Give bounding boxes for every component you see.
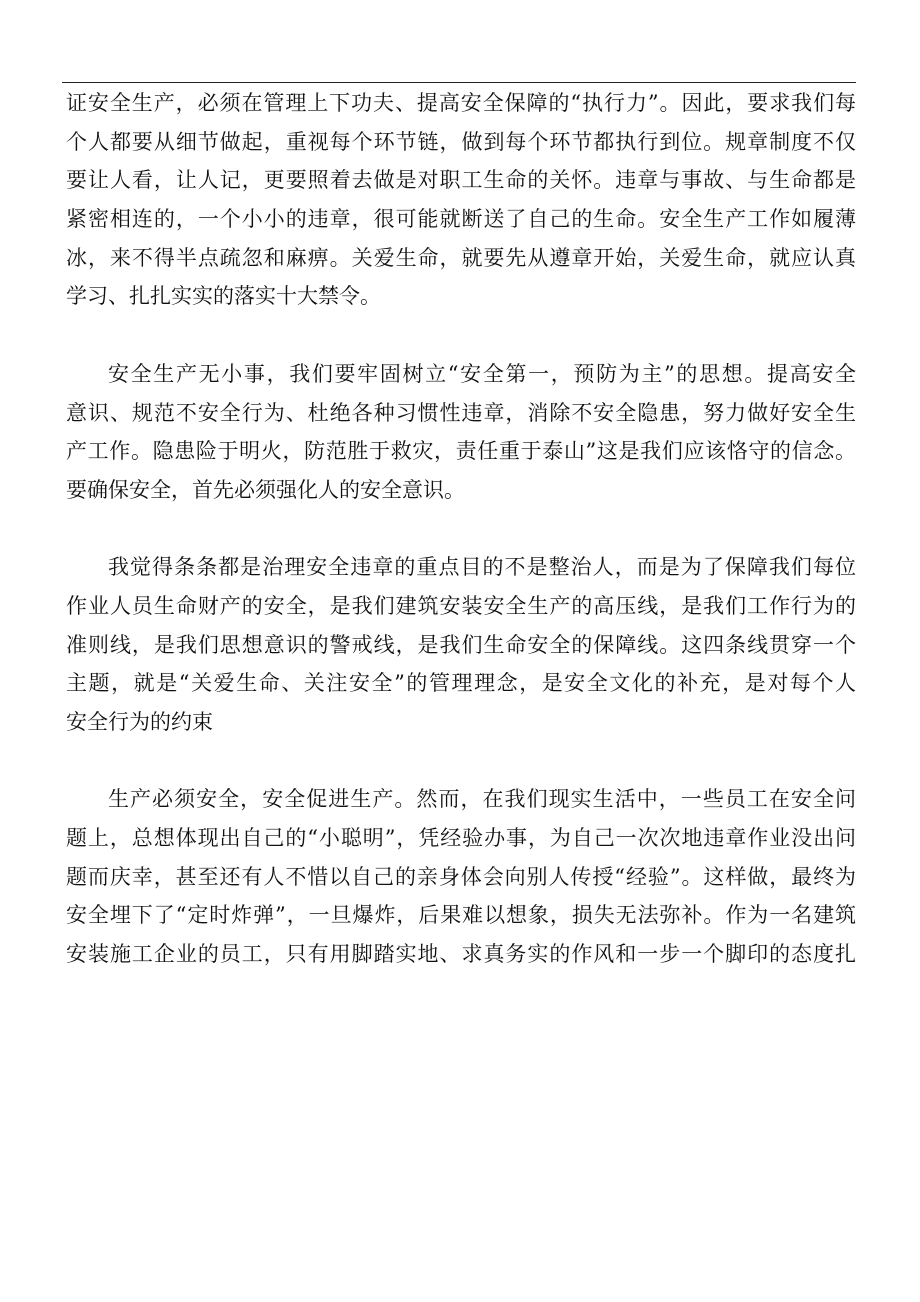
- text-line: 证安全生产，必须在管理上下功夫、提高安全保障的“执行力”。因此，要求我们每: [66, 91, 856, 115]
- text-line: 准则线，是我们思想意识的警戒线，是我们生命安全的保障线。这四条线贯穿一个: [66, 632, 856, 657]
- paragraph: [66, 780, 856, 973]
- text-line: 个人都要从细节做起，重视每个环节链，做到每个环节都执行到位。规章制度不仅: [66, 129, 856, 154]
- text-line: 学习、扎扎实实的落实十大禁令。: [66, 284, 381, 309]
- text-line: 题而庆幸，甚至还有人不惜以自己的亲身体会向别人传授“经验”。这样做，最终为: [66, 864, 856, 889]
- text-line: 生产必须安全，安全促进生产。然而，在我们现实生活中，一些员工在安全问: [108, 787, 856, 812]
- text-line: 安全生产无小事，我们要牢固树立“安全第一，预防为主”的思想。提高安全: [108, 361, 856, 386]
- text-line: 题上，总想体现出自己的“小聪明”，凭经验办事，为自己一次次地违章作业没出问: [66, 826, 856, 851]
- text-line: 安全埋下了“定时炸弹”，一旦爆炸，后果难以想象，损失无法弥补。作为一名建筑: [66, 903, 856, 928]
- paragraph: [66, 84, 856, 316]
- paragraph: [66, 355, 856, 510]
- paragraph: [66, 548, 856, 741]
- text-line: 作业人员生命财产的安全，是我们建筑安装安全生产的高压线，是我们工作行为的: [66, 593, 856, 618]
- text-line: 紧密相连的，一个小小的违章，很可能就断送了自己的生命。安全生产工作如履薄: [66, 207, 856, 232]
- text-line: 安全行为的约束: [66, 710, 213, 734]
- document-body: [66, 84, 856, 974]
- text-line: 主题，就是“关爱生命、关注安全”的管理理念，是安全文化的补充，是对每个人: [66, 671, 856, 696]
- text-line: 我觉得条条都是治理安全违章的重点目的不是整治人，而是为了保障我们每位: [108, 555, 856, 580]
- text-line: 冰，来不得半点疏忽和麻痹。关爱生命，就要先从遵章开始，关爱生命，就应认真: [66, 245, 856, 270]
- header-rule: [62, 82, 856, 83]
- text-line: 要让人看，让人记，更要照着去做是对职工生命的关怀。违章与事故、与生命都是: [66, 168, 856, 193]
- text-line: 产工作。隐患险于明火，防范胜于救灾，责任重于泰山”这是我们应该恪守的信念。: [66, 439, 856, 464]
- text-line: 安装施工企业的员工，只有用脚踏实地、求真务实的作风和一步一个脚印的态度扎: [66, 942, 856, 967]
- text-line: 意识、规范不安全行为、杜绝各种习惯性违章，消除不安全隐患，努力做好安全生: [66, 400, 856, 425]
- text-line: 要确保安全，首先必须强化人的安全意识。: [66, 477, 465, 502]
